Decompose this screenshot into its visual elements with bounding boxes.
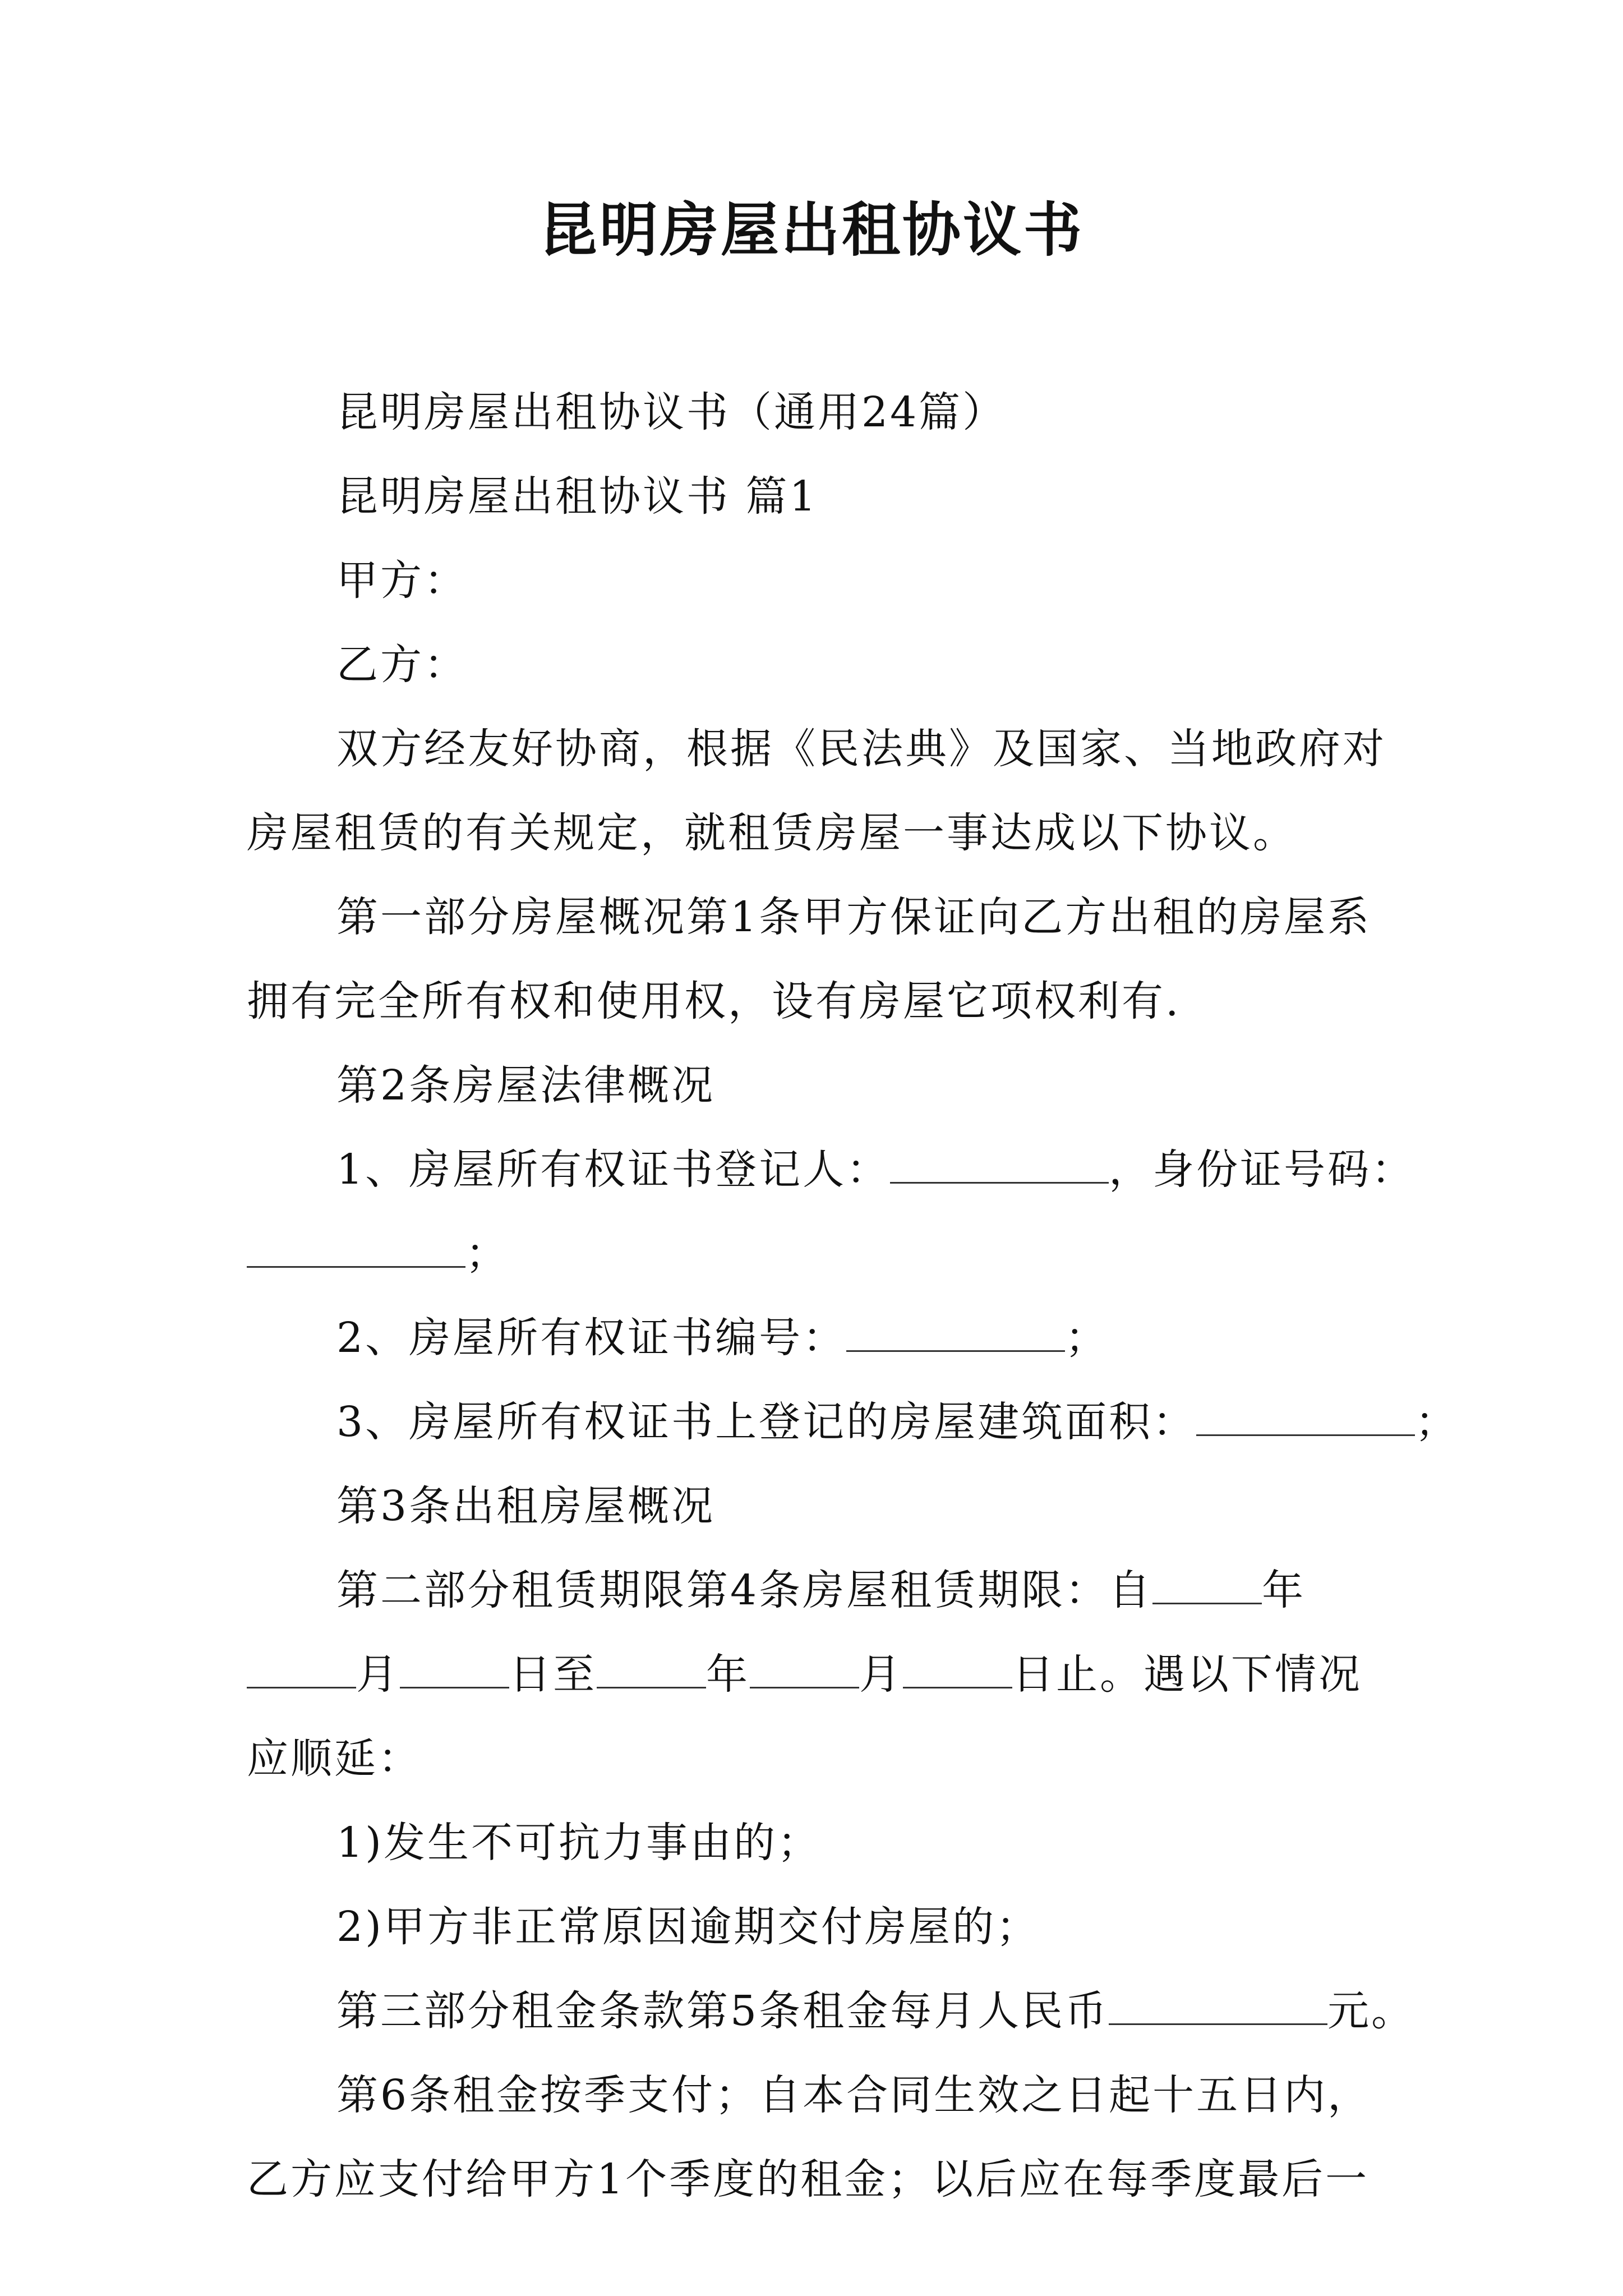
paragraph-line: [247, 1296, 1391, 1380]
paragraph-line: [247, 1128, 1415, 1212]
paragraph-line: 第一部分房屋概况第1条甲方保证向乙方出租的房屋系: [336, 893, 1372, 941]
fill-in-blank: [247, 1232, 465, 1268]
line-text: 第二部分租赁期限第4条房屋租赁期限：自: [336, 1566, 1153, 1614]
fill-in-blank: [750, 1653, 859, 1688]
paragraph-line: [247, 1632, 1391, 1717]
paragraph-line: 乙方应支付给甲方1个季度的租金；以后应在每季度最后一: [247, 2155, 1370, 2203]
line-text: 月: [356, 1650, 400, 1699]
paragraph-line: 昆明房屋出租协议书 篇1: [336, 472, 818, 521]
line-text: 第三部分租金条款第5条租金每月人民币: [336, 1987, 1109, 2035]
fill-in-blank: [846, 1317, 1065, 1352]
fill-in-blank: [1152, 1569, 1262, 1604]
paragraph-line: 房屋租赁的有关规定，就租赁房屋一事达成以下协议。: [247, 809, 1297, 857]
paragraph-line: 1)发生不可抗力事由的；: [336, 1819, 821, 1867]
line-text: 3、房屋所有权证书上登记的房屋建筑面积：: [336, 1398, 1197, 1446]
fill-in-blank: [400, 1653, 509, 1688]
paragraph-line: 乙方：: [336, 641, 468, 689]
paragraph-line: [247, 1548, 1391, 1632]
paragraph-line: 第2条房屋法律概况: [336, 1061, 716, 1110]
line-text: ，身份证号码：: [1109, 1145, 1415, 1194]
fill-in-blank: [1196, 1401, 1415, 1436]
paragraph-line: 双方经友好协商，根据《民法典》及国家、当地政府对: [336, 725, 1386, 773]
fill-in-blank: [597, 1653, 706, 1688]
paragraph-line: 拥有完全所有权和使用权，设有房屋它项权利有.: [247, 977, 1181, 1025]
paragraph-line: 2)甲方非正常原因逾期交付房屋的；: [336, 1903, 1040, 1951]
line-text: 年: [1262, 1566, 1306, 1614]
line-text: ；: [465, 1230, 509, 1278]
line-text: ；: [1415, 1398, 1459, 1446]
line-text: 日止。遇以下情况: [1012, 1650, 1362, 1699]
line-text: ；: [1065, 1314, 1109, 1362]
document-body: [247, 370, 1459, 2221]
paragraph-line: 第6条租金按季支付；自本合同生效之日起十五日内，: [336, 2071, 1372, 2119]
fill-in-blank: [890, 1148, 1109, 1184]
line-text: 1、房屋所有权证书登记人：: [336, 1145, 891, 1194]
line-text: 月: [859, 1650, 903, 1699]
paragraph-line: 昆明房屋出租协议书（通用24篇）: [336, 388, 1007, 436]
paragraph-line: [247, 1969, 1415, 2053]
line-text: 年: [706, 1650, 750, 1699]
document-title: 昆明房屋出租协议书: [538, 195, 1084, 264]
line-text: 元。: [1327, 1987, 1415, 2035]
line-text: 日至: [509, 1650, 597, 1699]
paragraph-line: [247, 1212, 1391, 1296]
paragraph-line: 第3条出租房屋概况: [336, 1482, 716, 1530]
paragraph-line: 应顺延：: [247, 1734, 422, 1783]
paragraph-line: [247, 1380, 1459, 1464]
line-text: 2、房屋所有权证书编号：: [336, 1314, 847, 1362]
fill-in-blank: [1109, 1990, 1327, 2025]
paragraph-line: 甲方：: [336, 556, 468, 605]
fill-in-blank: [247, 1653, 356, 1688]
fill-in-blank: [903, 1653, 1012, 1688]
